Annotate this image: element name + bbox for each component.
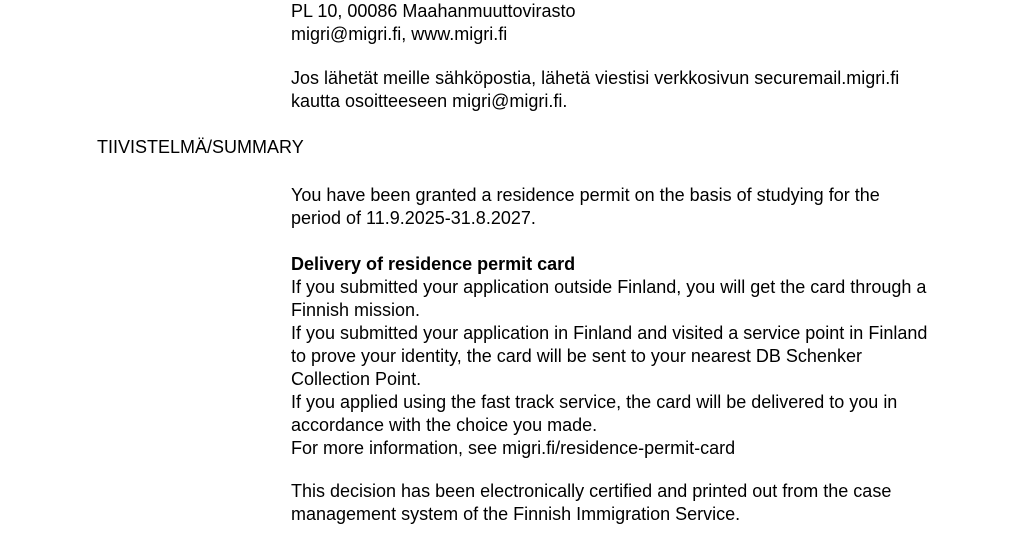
secure-email-line-1: Jos lähetät meille sähköpostia, lähetä viestisi verkkosivun securemail.migri.fi [291, 68, 900, 88]
certification-line-2: management system of the Finnish Immigration Service. [291, 504, 741, 524]
address-text: PL 10, 00086 Maahanmuuttovirasto [291, 1, 576, 21]
delivery-line: If you submitted your application in Finland and visited a service point in Finland [291, 323, 928, 343]
permit-line-2: period of 11.9.2025-31.8.2027. [291, 208, 536, 228]
certification-line-1: This decision has been electronically certified and printed out from the case [291, 481, 892, 501]
delivery-line: to prove your identity, the card will be sent to your nearest DB Schenker [291, 346, 862, 366]
certification-paragraph [291, 480, 991, 526]
permit-line-1: You have been granted a residence permit on the basis of studying for the [291, 185, 880, 205]
secure-email-line-2: kautta osoitteeseen migri@migri.fi. [291, 91, 568, 111]
delivery-line: If you applied using the fast track service, the card will be delivered to you in [291, 392, 898, 412]
permit-paragraph [291, 184, 991, 230]
delivery-line: Finnish mission. [291, 300, 421, 320]
delivery-line: Collection Point. [291, 369, 422, 389]
contact-block [291, 0, 991, 46]
delivery-section [291, 253, 991, 460]
secure-email-note [291, 67, 991, 113]
delivery-heading: Delivery of residence permit card [291, 254, 576, 274]
summary-heading: TIIVISTELMÄ/SUMMARY [97, 137, 304, 157]
delivery-line: accordance with the choice you made. [291, 415, 598, 435]
delivery-line-link: For more information, see migri.fi/residence-permit-card [291, 438, 736, 458]
email-web-text: migri@migri.fi, www.migri.fi [291, 24, 508, 44]
delivery-line: If you submitted your application outside Finland, you will get the card through a [291, 277, 927, 297]
